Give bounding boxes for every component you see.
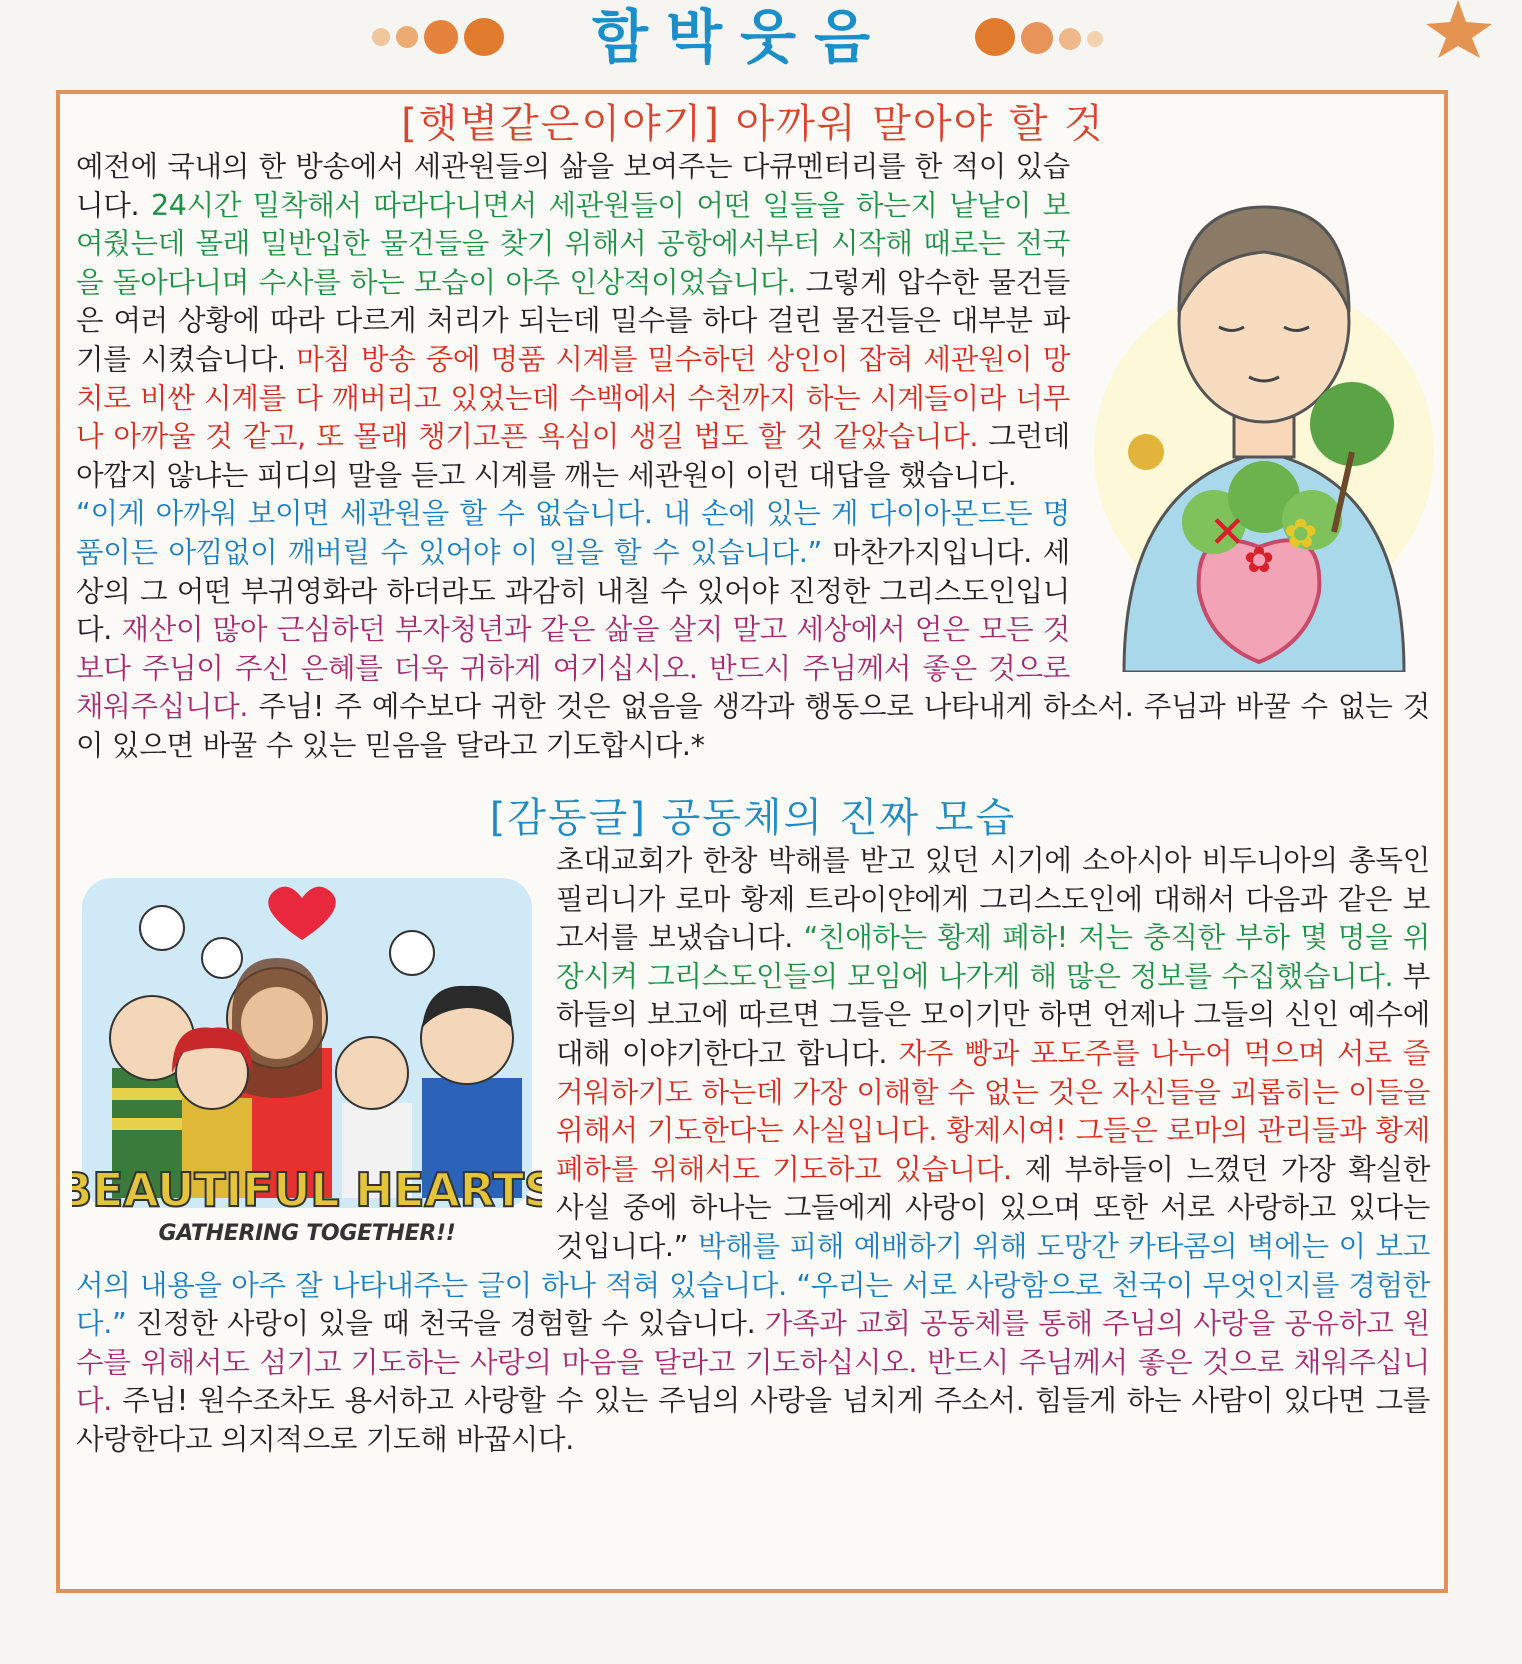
text-run: 주님! 주 예수보다 귀한 것은 없음을 생각과 행동으로 나타내게 하소서. 주님과 바꿀 수 없는 것이 있으면 바꿀 수 있는 믿음을 달라고 기도합시다.*	[76, 690, 1430, 762]
left-dots-decoration	[372, 18, 502, 58]
group-of-people-icon	[72, 848, 542, 1253]
article-2-body	[72, 842, 1431, 1460]
content-frame	[56, 90, 1448, 1593]
right-dots-decoration	[975, 18, 1115, 58]
page-title: 함박웃음	[591, 3, 889, 71]
text-run: 진정한 사랑이 있을 때 천국을 경험할 수 있습니다.	[126, 1307, 765, 1341]
article-1-body	[76, 148, 1430, 766]
text-run: 박해를 피해 예배하기 위해 도망간 카타콤의 벽에는 이 보고서의 내용을 아주 잘 나타내주는 글이 하나 적혀 있습니다. “우리는 서로 사랑함으로 천국이 무엇인지를 경험한다.”	[76, 1229, 1430, 1341]
text-run: 주님! 원수조차도 용서하고 사랑할 수 있는 주님의 사랑을 넘치게 주소서. 힘들게 하는 사람이 있다면 그를 사랑한다고 의지적으로 기도해 바꿉시다.	[76, 1384, 1430, 1456]
text-run: 그렇게 압수한 물건들은 여러 상황에 따라 다르게 처리가 되는데 밀수를 하다 걸린 물건들은 대부분 파기를 시켰습니다.	[76, 265, 1070, 376]
svg-text:✕: ✕	[1209, 507, 1246, 558]
masthead	[0, 0, 1522, 90]
text-run: 마침 방송 중에 명품 시계를 밀수하던 상인이 잡혀 세관원이 망치로 비싼 시계를 다 깨버리고 있었는데 수백에서 수천까지 하는 시계들이라 너무나 아까울 것 같고, 또 몰래 챙기고픈 욕심이 생길 법도 할 것 같았습니다.	[76, 342, 1070, 454]
text-run: 그런데 아깝지 않냐는 피디의 말을 듣고 시계를 깨는 세관원이 이런 대답을 했습니다.	[76, 420, 1070, 492]
logo-text: BEAUTIFUL HEARTS	[72, 1163, 542, 1217]
text-run: 부하들의 보고에 따르면 그들은 모이기만 하면 언제나 그들의 신인 예수에 대해 이야기한다고 합니다.	[556, 959, 1431, 1070]
star-icon	[1388, 0, 1498, 60]
text-run: 재산이 많아 근심하던 부자청년과 같은 삶을 살지 말고 세상에서 얻은 모든 것보다 주님이 주신 은혜를 더욱 귀하게 여기십시오. 반드시 주님께서 좋은 것으로 채워주십니다.	[76, 613, 1070, 724]
article-1-headline: [햇볕같은이야기] 아까워 말아야 할 것	[401, 101, 1105, 147]
text-run: 제 부하들이 느꼈던 가장 확실한 사실 중에 하나는 그들에게 사랑이 있으며 또한 서로 사랑하고 있다는 것입니다.”	[556, 1152, 1430, 1263]
article-2	[72, 794, 1431, 1460]
illustration-man-holding-heart	[1084, 152, 1434, 672]
text-run: 가족과 교회 공동체를 통해 주님의 사랑을 공유하고 원수를 위해서도 섬기고 기도하는 사랑의 마음을 달라고 기도하십시오. 반드시 주님께서 좋은 것으로 채워주십니다.	[76, 1307, 1430, 1418]
svg-text:✿: ✿	[1284, 511, 1318, 557]
quote-text: “이게 아까워 보이면 세관원을 할 수 없습니다. 내 손에 있는 게 다이아몬드든 명품이든 아낌없이 깨버릴 수 있어야 이 일을 할 수 있습니다.”	[76, 497, 1070, 569]
article-2-headline: [감동글] 공동체의 진짜 모습	[489, 795, 1017, 841]
text-run: 마찬가지입니다. 세상의 그 어떤 부귀영화라 하더라도 과감히 내칠 수 있어야 진정한 그리스도인입니다.	[76, 535, 1070, 647]
text-run: 24시간 밀착해서 따라다니면서 세관원들이 어떤 일들을 하는지 낱낱이 보여줬는데 몰래 밀반입한 물건들을 찾기 위해서 공항에서부터 시작해 때로는 전국을 돌아다니며 수사를 하는 모습이 아주 인상적이었습니다.	[76, 188, 1070, 299]
article-1	[76, 100, 1430, 766]
svg-text:✿: ✿	[1244, 540, 1274, 581]
text-run: 초대교회가 한창 박해를 받고 있던 시기에 소아시아 비두니아의 총독인 필리니가 로마 황제 트라이얀에게 그리스도인에 대해서 다음과 같은 보고서를 보냈습니다.	[556, 844, 1430, 955]
text-run: 자주 빵과 포도주를 나누어 먹으며 서로 즐거워하기도 하는데 가장 이해할 수 없는 것은 자신들을 괴롭히는 이들을 위해서 기도한다는 사실입니다. 황제시여! 그들은 로마의 관리들과 황제 폐하를 위해서도 기도하고 있습니다.	[556, 1036, 1430, 1186]
quote-text: “친애하는 황제 폐하! 저는 충직한 부하 몇 명을 위장시켜 그리스도인들의 모임에 나가게 해 많은 정보를 수집했습니다.	[556, 921, 1430, 993]
illustration-beautiful-hearts	[72, 848, 542, 1253]
logo-subtext: GATHERING TOGETHER!!	[158, 1221, 456, 1246]
text-run: 예전에 국내의 한 방송에서 세관원들의 삶을 보여주는 다큐멘터리를 한 적이 있습니다.	[76, 150, 1070, 222]
man-with-heart-plant-icon	[1084, 152, 1434, 672]
